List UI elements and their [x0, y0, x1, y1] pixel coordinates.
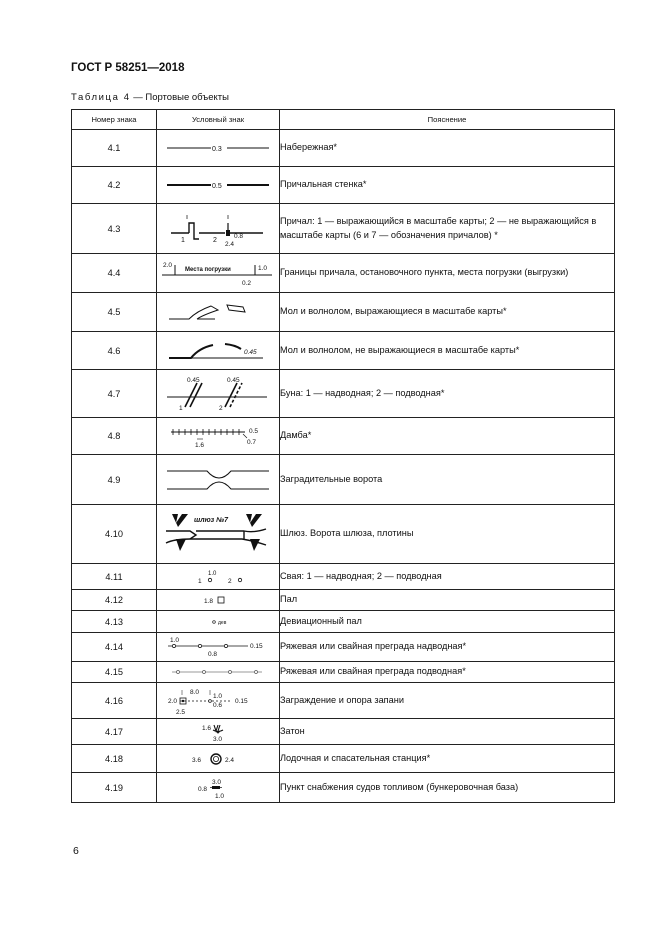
- svg-text:1.8: 1.8: [204, 598, 214, 605]
- row-number: 4.18: [72, 745, 157, 773]
- symbol-boom-support: [157, 683, 280, 719]
- header-explanation: Пояснение: [280, 110, 615, 130]
- row-number: 4.17: [72, 719, 157, 745]
- svg-text:0.5: 0.5: [249, 428, 259, 435]
- svg-text:0.3: 0.3: [212, 146, 222, 153]
- row-number: 4.13: [72, 611, 157, 633]
- table-row: [72, 204, 615, 254]
- table-row: [72, 130, 615, 167]
- row-description: Причальная стенка*: [280, 167, 615, 204]
- row-description: Буна: 1 — надводная; 2 — подводная*: [280, 370, 615, 418]
- svg-text:0.8: 0.8: [234, 232, 244, 240]
- svg-text:2.0: 2.0: [163, 262, 173, 269]
- row-description: Шлюз. Ворота шлюза, плотины: [280, 505, 615, 564]
- row-description: Заградительные ворота: [280, 455, 615, 505]
- svg-text:1.0: 1.0: [258, 265, 268, 272]
- table-row: [72, 633, 615, 662]
- row-number: 4.2: [72, 167, 157, 204]
- svg-text:0.8: 0.8: [198, 785, 208, 793]
- table-header-row: [72, 110, 615, 130]
- svg-text:0.6: 0.6: [213, 701, 223, 709]
- table-row: [72, 370, 615, 418]
- row-description: Пал: [280, 590, 615, 611]
- table-row: [72, 683, 615, 719]
- svg-text:2: 2: [219, 404, 223, 412]
- svg-text:дев: дев: [218, 619, 227, 626]
- page-number: 6: [73, 845, 79, 857]
- row-number: 4.5: [72, 293, 157, 332]
- table-row: [72, 455, 615, 505]
- row-number: 4.14: [72, 633, 157, 662]
- svg-text:1: 1: [179, 404, 183, 412]
- svg-text:0.2: 0.2: [242, 280, 252, 287]
- row-description: Набережная*: [280, 130, 615, 167]
- row-description: Лодочная и спасательная станция*: [280, 745, 615, 773]
- row-number: 4.1: [72, 130, 157, 167]
- row-number: 4.10: [72, 505, 157, 564]
- svg-text:1.6: 1.6: [202, 724, 212, 732]
- row-description: Мол и волнолом, не выражающиеся в масштабе карты*: [280, 332, 615, 370]
- svg-text:шлюз №7: шлюз №7: [194, 517, 229, 524]
- table-caption: [71, 92, 229, 103]
- table-row: [72, 590, 615, 611]
- table-row: [72, 167, 615, 204]
- symbol-quay-wall: [157, 167, 280, 204]
- svg-text:2.0: 2.0: [168, 697, 178, 705]
- table-label: Таблица 4: [71, 92, 131, 103]
- symbol-mole-scaled: [157, 293, 280, 332]
- svg-text:1: 1: [181, 236, 185, 244]
- row-number: 4.16: [72, 683, 157, 719]
- row-description: Мол и волнолом, выражающиеся в масштабе карты*: [280, 293, 615, 332]
- row-description: Затон: [280, 719, 615, 745]
- svg-text:1.6: 1.6: [195, 442, 205, 449]
- svg-text:8.0: 8.0: [190, 688, 200, 696]
- svg-text:0.45: 0.45: [244, 348, 257, 356]
- symbol-mole-unscaled: [157, 332, 280, 370]
- caption-dash: —: [130, 92, 146, 103]
- row-number: 4.15: [72, 662, 157, 683]
- row-number: 4.11: [72, 564, 157, 590]
- row-description: Причал: 1 — выражающийся в масштабе карты; 2 — не выражающийся в масштабе карты (6 и 7 — обозначения причалов) *: [280, 204, 615, 254]
- row-description: Ряжевая или свайная преграда надводная*: [280, 633, 615, 662]
- row-number: 4.3: [72, 204, 157, 254]
- symbol-dam: [157, 418, 280, 455]
- row-number: 4.12: [72, 590, 157, 611]
- symbol-bunker-base: [157, 773, 280, 803]
- table-row: [72, 418, 615, 455]
- symbol-backwater: [157, 719, 280, 745]
- row-number: 4.6: [72, 332, 157, 370]
- symbol-deviation-pal: [157, 611, 280, 633]
- row-description: Дамба*: [280, 418, 615, 455]
- svg-text:0.15: 0.15: [250, 643, 263, 650]
- row-description: Заграждение и опора запани: [280, 683, 615, 719]
- symbol-pile: [157, 564, 280, 590]
- row-number: 4.7: [72, 370, 157, 418]
- symbol-berth-boundary: [157, 254, 280, 293]
- symbol-barrier-gate: [157, 455, 280, 505]
- row-number: 4.4: [72, 254, 157, 293]
- row-description: Девиационный пал: [280, 611, 615, 633]
- svg-text:0.8: 0.8: [208, 651, 218, 658]
- table-title: Портовые объекты: [145, 92, 229, 103]
- symbol-bollard-pal: [157, 590, 280, 611]
- symbol-groyne: [157, 370, 280, 418]
- row-description: Ряжевая или свайная преграда подводная*: [280, 662, 615, 683]
- symbol-crib-barrier-above: [157, 633, 280, 662]
- table-row: [72, 662, 615, 683]
- svg-text:3.0: 3.0: [212, 778, 222, 786]
- header-number: Номер знака: [72, 110, 157, 130]
- table-row: [72, 332, 615, 370]
- row-description: Пункт снабжения судов топливом (бункеровочная база): [280, 773, 615, 803]
- svg-text:0.15: 0.15: [235, 697, 248, 705]
- table-row: [72, 745, 615, 773]
- row-number: 4.19: [72, 773, 157, 803]
- svg-text:2: 2: [213, 236, 217, 244]
- table-row: [72, 611, 615, 633]
- svg-text:1.0: 1.0: [170, 637, 180, 644]
- svg-text:0.7: 0.7: [247, 439, 257, 446]
- row-number: 4.9: [72, 455, 157, 505]
- symbol-rescue-station: [157, 745, 280, 773]
- svg-text:0.45: 0.45: [227, 376, 240, 384]
- port-objects-table: [71, 109, 615, 803]
- table-row: [72, 254, 615, 293]
- svg-text:2.5: 2.5: [176, 708, 186, 716]
- svg-text:1: 1: [198, 577, 202, 585]
- svg-text:2.4: 2.4: [225, 240, 235, 248]
- symbol-crib-barrier-under: [157, 662, 280, 683]
- svg-text:2.4: 2.4: [225, 756, 235, 764]
- svg-text:1.0: 1.0: [213, 692, 223, 700]
- svg-text:0.45: 0.45: [187, 376, 200, 384]
- svg-text:3.6: 3.6: [192, 756, 202, 764]
- table-row: [72, 719, 615, 745]
- svg-text:1.0: 1.0: [215, 792, 225, 800]
- table-row: [72, 773, 615, 803]
- svg-text:1.0: 1.0: [208, 570, 217, 577]
- svg-text:3.0: 3.0: [213, 735, 223, 743]
- row-description: Границы причала, остановочного пункта, места погрузки (выгрузки): [280, 254, 615, 293]
- svg-text:2: 2: [228, 577, 232, 585]
- row-description: Свая: 1 — надводная; 2 — подводная: [280, 564, 615, 590]
- svg-text:0.5: 0.5: [212, 183, 222, 190]
- svg-text:Места погрузки: Места погрузки: [185, 267, 231, 273]
- table-row: [72, 505, 615, 564]
- table-row: [72, 293, 615, 332]
- row-number: 4.8: [72, 418, 157, 455]
- symbol-embankment: [157, 130, 280, 167]
- document-title: ГОСТ Р 58251—2018: [71, 62, 185, 74]
- header-symbol: Условный знак: [157, 110, 280, 130]
- symbol-pier: [157, 204, 280, 254]
- table-row: [72, 564, 615, 590]
- symbol-lock: [157, 505, 280, 564]
